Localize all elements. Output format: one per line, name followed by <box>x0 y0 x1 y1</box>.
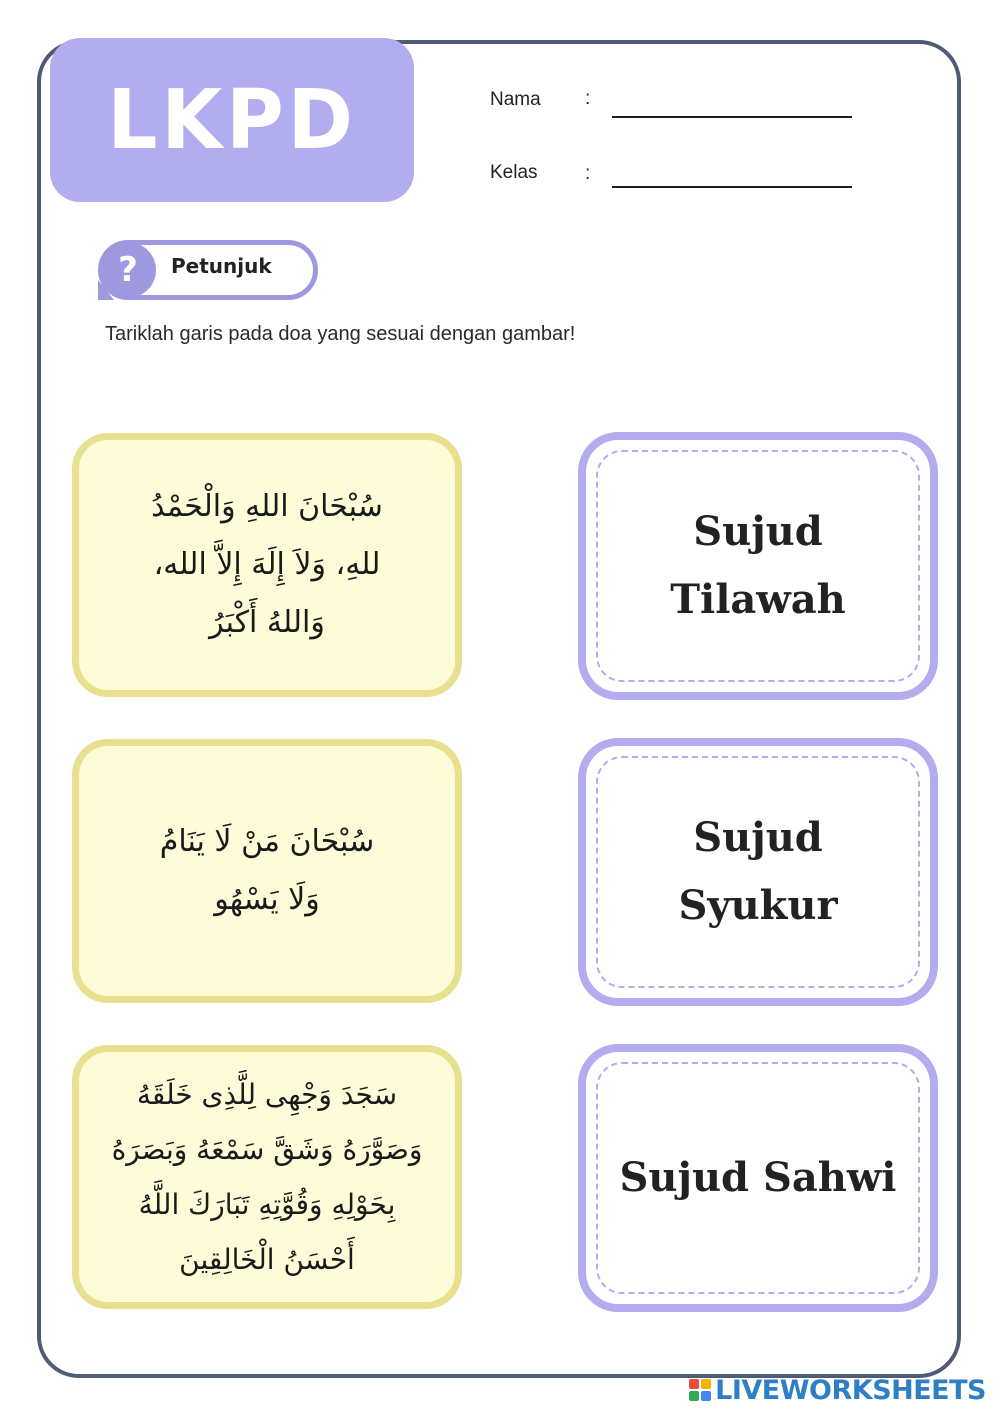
name-field-label: Nama <box>490 89 541 110</box>
question-mark-icon <box>100 242 156 298</box>
doa-card-1[interactable] <box>72 433 462 697</box>
title-banner <box>50 38 414 202</box>
logo-square-icon <box>689 1391 699 1401</box>
dashed-inner-border <box>596 1062 920 1294</box>
doa-card-2[interactable] <box>72 739 462 1003</box>
class-field-label: Kelas <box>490 162 538 183</box>
doa-text: سُبْحَانَ مَنْ لَا يَنَامُ وَلَا يَسْهُو <box>159 824 375 917</box>
liveworksheets-logo-icon <box>689 1379 711 1401</box>
doa-text: سَجَدَ وَجْهِى لِلَّذِى خَلَقَهُ وَصَوَّرَهُ وَشَقَّ سَمْعَهُ وَبَصَرَهُ بِحَوْلِهِ وَقُوَّتِهِ تَبَارَكَ اللَّهُ أَحْسَنُ الْخَالِقِينَ <box>111 1078 423 1276</box>
sujud-name: Sujud Syukur <box>678 814 838 929</box>
sujud-name: Sujud Tilawah <box>670 508 846 623</box>
sujud-name: Sujud Sahwi <box>619 1154 897 1201</box>
doa-card-3[interactable] <box>72 1045 462 1309</box>
instruction-text: Tariklah garis pada doa yang sesuai dengan gambar! <box>105 323 576 345</box>
question-glyph: ? <box>118 250 138 290</box>
logo-square-icon <box>701 1391 711 1401</box>
sujud-card-2[interactable] <box>578 738 938 1006</box>
page-title: LKPD <box>107 72 357 168</box>
hint-badge <box>98 240 318 300</box>
dashed-inner-border <box>596 756 920 988</box>
footer-brand-text: LIVEWORKSHEETS <box>715 1374 986 1406</box>
logo-square-icon <box>701 1379 711 1389</box>
doa-text: سُبْحَانَ اللهِ وَالْحَمْدُ للهِ، وَلاَ إِلَهَ إِلاَّ الله، وَاللهُ أَكْبَرُ <box>151 489 383 640</box>
class-field-colon: : <box>585 163 591 184</box>
name-field-colon: : <box>585 88 591 109</box>
dashed-inner-border <box>596 450 920 682</box>
sujud-card-3[interactable] <box>578 1044 938 1312</box>
name-field-line[interactable] <box>612 116 852 118</box>
sujud-card-1[interactable] <box>578 432 938 700</box>
logo-square-icon <box>689 1379 699 1389</box>
hint-label: Petunjuk <box>171 254 272 278</box>
footer-brand <box>689 1372 986 1408</box>
class-field-line[interactable] <box>612 186 852 188</box>
